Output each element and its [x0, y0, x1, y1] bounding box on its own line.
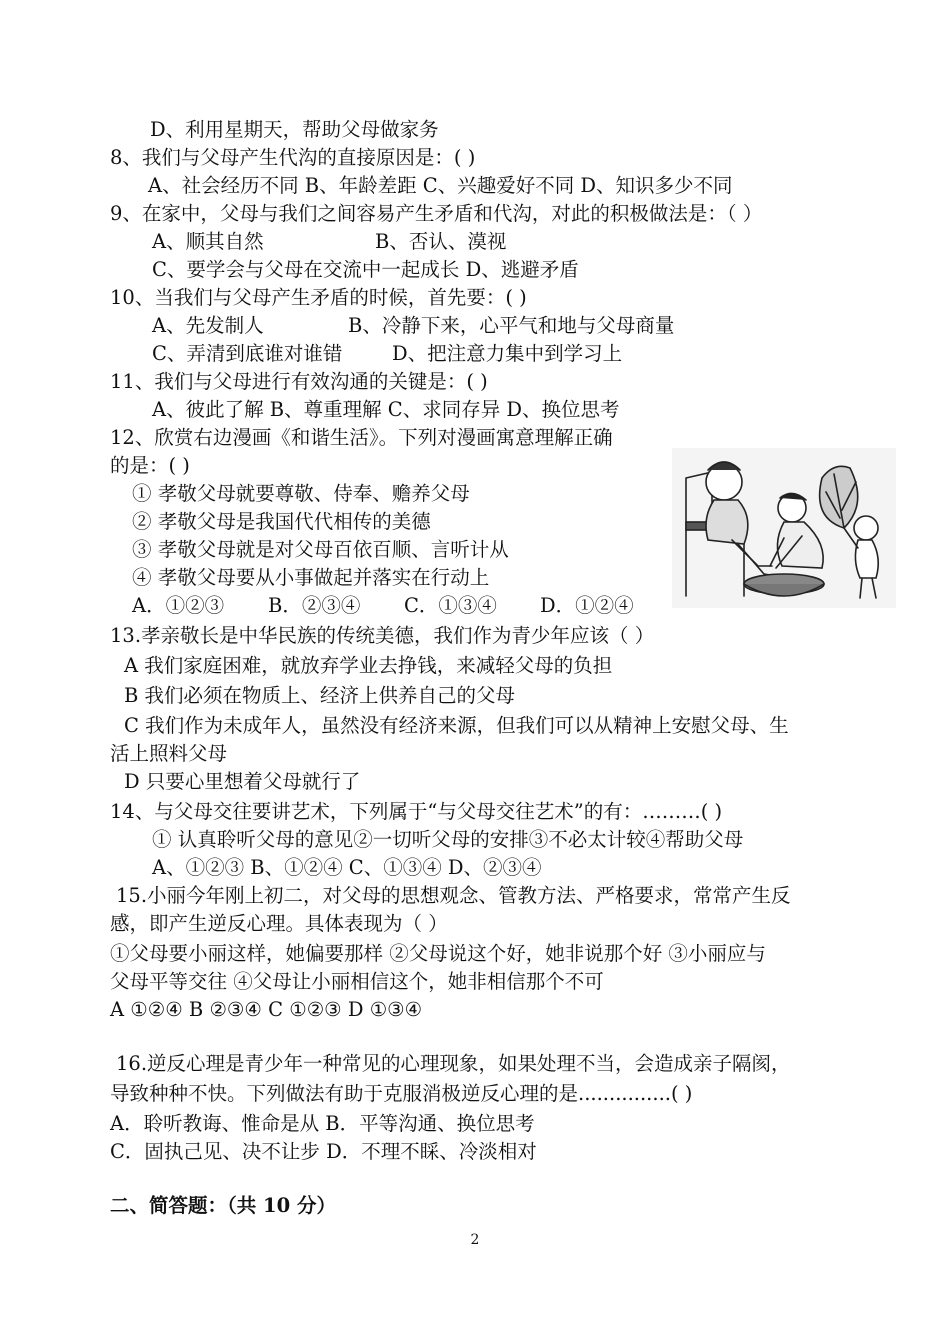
q8-options: A、社会经历不同 B、年龄差距 C、兴趣爱好不同 D、知识多少不同 — [148, 174, 733, 197]
q14-stem: 14、与父母交往要讲艺术，下列属于“与父母交往艺术”的有：………( ) — [110, 800, 723, 823]
q14-options: A、①②③ B、①②④ C、①③④ D、②③④ — [152, 856, 542, 879]
q15-options: A ①②④ B ②③④ C ①②③ D ①③④ — [110, 998, 423, 1021]
q13-option-c-line1: C 我们作为未成年人，虽然没有经济来源，但我们可以从精神上安慰父母、生 — [124, 714, 789, 737]
q12-statement-1: ① 孝敬父母就要尊敬、侍奉、赡养父母 — [132, 482, 470, 505]
q11-stem: 11、我们与父母进行有效沟通的关键是：( ) — [110, 370, 488, 393]
q7-option-d: D、利用星期天，帮助父母做家务 — [150, 118, 439, 141]
q9-stem: 9、在家中，父母与我们之间容易产生矛盾和代沟，对此的积极做法是：（ ） — [110, 202, 763, 225]
q12-statement-4: ④ 孝敬父母要从小事做起并落实在行动上 — [132, 566, 490, 589]
q13-option-d: D 只要心里想着父母就行了 — [124, 770, 361, 793]
q12-stem-line2: 的是：( ) — [110, 454, 190, 477]
q15-statements-line2: 父母平等交往 ④父母让小丽相信这个，她非相信那个不可 — [110, 970, 604, 993]
q10-option-b: B、冷静下来，心平气和地与父母商量 — [348, 314, 675, 337]
q15-stem-line1: 15.小丽今年刚上初二，对父母的思想观念、管教方法、严格要求，常常产生反 — [116, 884, 791, 907]
q8-stem: 8、我们与父母产生代沟的直接原因是：( ) — [110, 146, 476, 169]
q13-option-c-line2: 活上照料父母 — [110, 742, 228, 765]
page-number: 2 — [470, 1232, 480, 1248]
q9-option-a: A、顺其自然 — [152, 230, 264, 253]
q12-option-c: C．①③④ — [404, 594, 497, 617]
q12-option-b: B．②③④ — [268, 594, 361, 617]
q15-statements-line1: ①父母要小丽这样，她偏要那样 ②父母说这个好，她非说那个好 ③小丽应与 — [110, 942, 766, 965]
q9-option-b: B、否认、漠视 — [375, 230, 507, 253]
q10-option-d: D、把注意力集中到学习上 — [392, 342, 623, 365]
q13-stem: 13.孝亲敬长是中华民族的传统美德，我们作为青少年应该（ ） — [110, 624, 655, 647]
q16-stem-line2: 导致种种不快。下列做法有助于克服消极逆反心理的是...............( ) — [110, 1082, 693, 1105]
cartoon-family-illustration — [672, 448, 896, 608]
q15-stem-line2: 感，即产生逆反心理。具体表现为（ ） — [110, 912, 448, 935]
q14-statements: ① 认真聆听父母的意见②一切听父母的安排③不必太计较④帮助父母 — [152, 828, 744, 851]
q10-option-a: A、先发制人 — [152, 314, 264, 337]
q12-statement-2: ② 孝敬父母是我国代代相传的美德 — [132, 510, 431, 533]
q16-stem-line1: 16.逆反心理是青少年一种常见的心理现象，如果处理不当，会造成亲子隔阂， — [116, 1052, 791, 1075]
q16-options-ab: A．聆听教诲、惟命是从 B．平等沟通、换位思考 — [110, 1112, 535, 1135]
q12-stem-line1: 12、欣赏右边漫画《和谐生活》。下列对漫画寓意理解正确 — [110, 426, 613, 449]
q13-option-a: A 我们家庭困难，就放弃学业去挣钱，来减轻父母的负担 — [124, 654, 613, 677]
q11-options: A、彼此了解 B、尊重理解 C、求同存异 D、换位思考 — [152, 398, 620, 421]
q12-option-d: D．①②④ — [540, 594, 634, 617]
q12-option-a: A．①②③ — [132, 594, 225, 617]
q16-options-cd: C．固执己见、决不让步 D．不理不睬、冷淡相对 — [110, 1140, 537, 1163]
q12-statement-3: ③ 孝敬父母就是对父母百依百顺、言听计从 — [132, 538, 509, 561]
q13-option-b: B 我们必须在物质上、经济上供养自己的父母 — [124, 684, 516, 707]
q9-options-cd: C、要学会与父母在交流中一起成长 D、逃避矛盾 — [152, 258, 579, 281]
section-title: 二、简答题：（共 10 分） — [110, 1194, 336, 1217]
q10-option-c: C、弄清到底谁对谁错 — [152, 342, 343, 365]
q10-stem: 10、当我们与父母产生矛盾的时候，首先要：( ) — [110, 286, 527, 309]
